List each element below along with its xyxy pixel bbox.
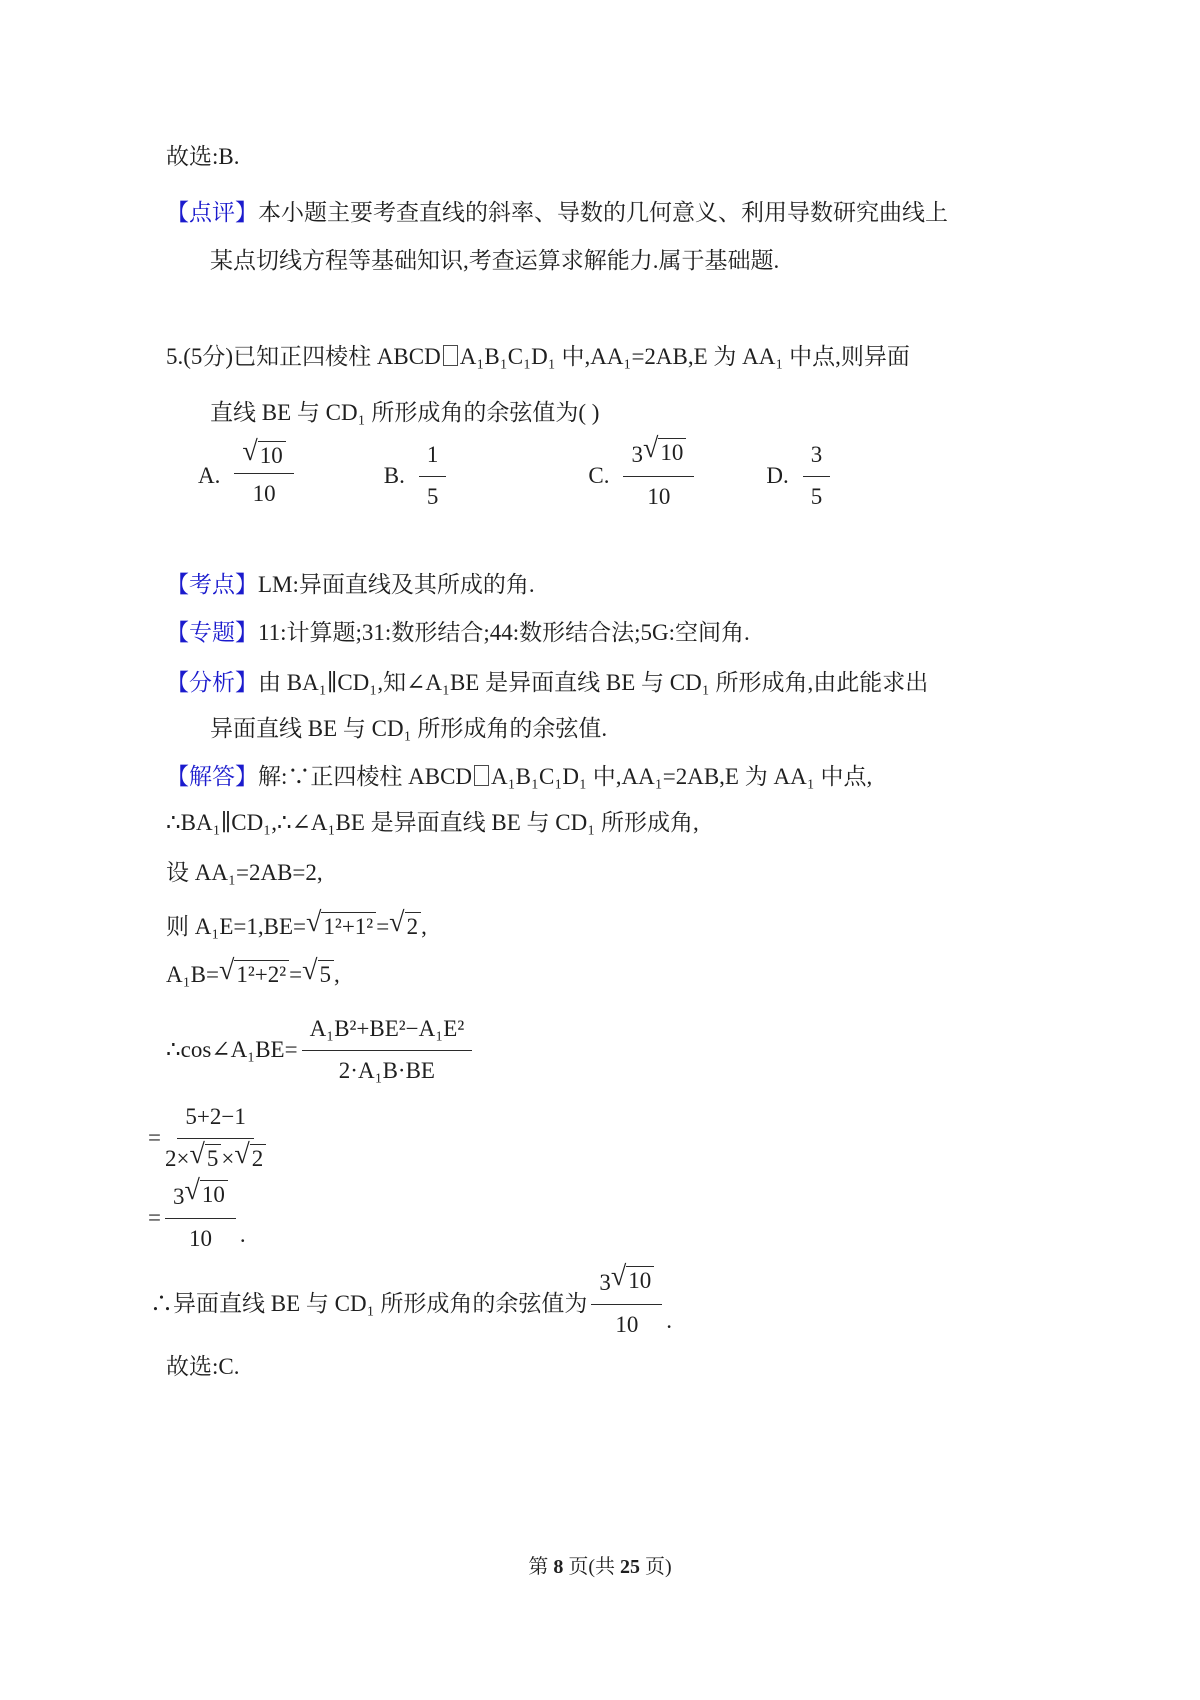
- footer-suf: 页): [640, 1556, 672, 1578]
- option-b: [384, 438, 451, 514]
- analysis-line-2: [166, 712, 1046, 746]
- footer-page-number: 8: [553, 1556, 564, 1578]
- step3-period: .: [239, 1222, 246, 1247]
- conclusion-coefficient: 3: [599, 1270, 611, 1295]
- radical-sign: √: [218, 955, 235, 986]
- sol5-radical-1: [218, 955, 289, 988]
- conclusion-period: .: [666, 1308, 673, 1333]
- step2-numerator: 5+2−1: [177, 1100, 253, 1139]
- solution-tag: 【解答】: [166, 764, 258, 789]
- page-content: [148, 0, 1046, 1384]
- option-b-label: B.: [383, 463, 405, 488]
- option-b-fraction: [419, 438, 447, 514]
- sol5-equals: =: [289, 962, 303, 987]
- option-d-fraction: [803, 438, 831, 514]
- footer-total-pages: 25: [620, 1556, 640, 1578]
- solution-line-1: [166, 760, 1046, 794]
- question-head-line2: 直线 BE 与 CD₁ 所形成角的余弦值为( ): [210, 400, 600, 425]
- missing-glyph-box: [474, 765, 489, 786]
- analysis-text-2: 异面直线 BE 与 CD₁ 所形成角的余弦值.: [210, 716, 608, 741]
- calculation-step-2: [148, 1100, 1046, 1176]
- footer-mid: 页(共: [563, 1556, 620, 1578]
- cos-fraction: [302, 1012, 473, 1088]
- comment-line-1: [166, 196, 1046, 230]
- question-head-post: A₁B₁C₁D₁ 中,AA₁=2AB,E 为 AA₁ 中点,则异面: [459, 344, 910, 369]
- solution-text-3: 设 AA₁=2AB=2,: [166, 860, 323, 885]
- sol5-radicand-1: 1²+2²: [234, 960, 289, 988]
- radical-sign: √: [302, 955, 318, 986]
- conclusion-text: ∴异面直线 BE 与 CD₁ 所形成角的余弦值为: [150, 1291, 588, 1316]
- knowledge-point-line: [166, 568, 1046, 602]
- comment-text-1: 本小题主要考查直线的斜率、导数的几何意义、利用导数研究曲线上: [258, 200, 948, 225]
- sol5-radical-2: [302, 955, 334, 988]
- radical-sign: √: [242, 435, 258, 467]
- final-answer-line: [166, 1350, 1046, 1384]
- option-d-label: D.: [766, 463, 789, 488]
- solution-line-2: [166, 806, 1046, 840]
- step2-den-mid: ×: [221, 1146, 235, 1171]
- options-row: [166, 433, 1046, 514]
- step2-denominator: [165, 1139, 266, 1176]
- topic-line: [166, 616, 1046, 650]
- option-c-fraction: [623, 433, 694, 514]
- option-a-radicand: 10: [258, 441, 286, 469]
- solution-line-5: [166, 955, 1046, 992]
- radical-sign: √: [642, 433, 659, 464]
- radical-sign: √: [610, 1261, 627, 1292]
- option-b-numerator: 1: [419, 438, 447, 477]
- option-c-radicand: 10: [658, 438, 686, 466]
- cos-numerator: A₁B²+BE²−A₁E²: [302, 1012, 473, 1051]
- sol4-radical-2: [389, 907, 421, 940]
- radical-sign: √: [184, 1175, 200, 1206]
- solution-text-1b: A₁B₁C₁D₁ 中,AA₁=2AB,E 为 AA₁ 中点,: [491, 764, 873, 789]
- sol4-pre: 则 A₁E=1,BE=: [166, 914, 307, 939]
- step2-radical-2: [234, 1139, 266, 1172]
- page-footer: [0, 1550, 1200, 1579]
- question-head-pre: 5.(5分)已知正四棱柱 ABCD: [166, 344, 441, 369]
- option-d: [766, 438, 834, 514]
- solution-text-1a: 解:∵正四棱柱 ABCD: [258, 764, 473, 789]
- option-b-denominator: 5: [426, 484, 439, 509]
- sol5-end: ,: [334, 962, 340, 987]
- step2-radicand-2: 2: [250, 1144, 267, 1172]
- question-heading-line-2: [166, 396, 1046, 430]
- radical-sign: √: [389, 907, 405, 938]
- radical-sign: √: [189, 1139, 205, 1170]
- step2-radicand-1: 5: [205, 1144, 222, 1172]
- choose-b-text: 故选:B.: [166, 144, 240, 169]
- comment-text-2: 某点切线方程等基础知识,考查运算求解能力.属于基础题.: [210, 248, 780, 273]
- option-c-coefficient: 3: [631, 442, 643, 467]
- comment-tag: 【点评】: [166, 200, 258, 225]
- conclusion-radicand: 10: [626, 1266, 654, 1294]
- missing-glyph-box: [443, 345, 458, 366]
- knowledge-point-tag: 【考点】: [166, 572, 258, 597]
- step2-fraction: [165, 1100, 266, 1176]
- step3-equals: =: [148, 1205, 161, 1230]
- conclusion-radical: [610, 1261, 654, 1294]
- cosine-formula-line: [166, 1012, 1046, 1088]
- analysis-line-1: [166, 666, 1046, 700]
- step3-radicand: 10: [200, 1180, 228, 1208]
- comment-line-2: [166, 244, 1046, 278]
- sol4-radicand-2: 2: [405, 912, 422, 940]
- option-c: [588, 433, 698, 514]
- sol4-radical-1: [306, 907, 376, 940]
- option-c-denominator: 10: [647, 484, 671, 509]
- sol4-equals: =: [376, 914, 390, 939]
- conclusion-line: [150, 1261, 1046, 1342]
- topic-tag: 【专题】: [166, 620, 258, 645]
- topic-text: 11:计算题;31:数形结合;44:数形结合法;5G:空间角.: [258, 620, 750, 645]
- cos-denominator: 2·A₁B·BE: [338, 1058, 435, 1083]
- step3-coefficient: 3: [172, 1184, 185, 1209]
- option-a-denominator: 10: [252, 481, 276, 507]
- knowledge-point-text: LM:异面直线及其所成的角.: [258, 572, 535, 597]
- question-heading-line-1: [166, 340, 1046, 374]
- option-a-label: A.: [198, 463, 221, 488]
- solution-line-4: [166, 907, 1046, 944]
- step2-radical-1: [189, 1139, 221, 1172]
- sol5-pre: A₁B=: [166, 962, 219, 987]
- step2-equals: =: [148, 1125, 161, 1150]
- conclusion-denominator: 10: [615, 1312, 639, 1337]
- previous-answer-line: [166, 140, 1046, 174]
- sol4-end: ,: [421, 914, 427, 939]
- choose-c-text: 故选:C.: [166, 1354, 240, 1379]
- footer-pre: 第: [528, 1556, 554, 1578]
- analysis-tag: 【分析】: [166, 670, 258, 695]
- calculation-step-3: [148, 1175, 1046, 1256]
- solution-text-2: ∴BA₁∥CD₁,∴∠A₁BE 是异面直线 BE 与 CD₁ 所形成角,: [166, 810, 699, 835]
- option-d-numerator: 3: [803, 438, 831, 477]
- step3-denominator: 10: [188, 1226, 212, 1251]
- option-d-denominator: 5: [810, 484, 823, 509]
- sol5-radicand-2: 5: [318, 960, 335, 988]
- option-c-label: C.: [588, 463, 610, 488]
- cos-prefix: ∴cos∠A₁BE=: [166, 1037, 298, 1062]
- sol4-radicand-1: 1²+1²: [321, 912, 376, 940]
- option-a: [198, 435, 298, 511]
- solution-line-3: [166, 856, 1046, 890]
- step3-radical: [184, 1175, 227, 1208]
- radical-sign: √: [306, 907, 322, 938]
- option-a-fraction: [234, 435, 293, 511]
- conclusion-fraction: [591, 1261, 662, 1342]
- step2-den-pre: 2×: [164, 1146, 190, 1171]
- analysis-text-1: 由 BA₁∥CD₁,知∠A₁BE 是异面直线 BE 与 CD₁ 所形成角,由此能求出: [258, 670, 929, 695]
- radical-sign: √: [234, 1139, 250, 1170]
- step3-fraction: [165, 1175, 236, 1256]
